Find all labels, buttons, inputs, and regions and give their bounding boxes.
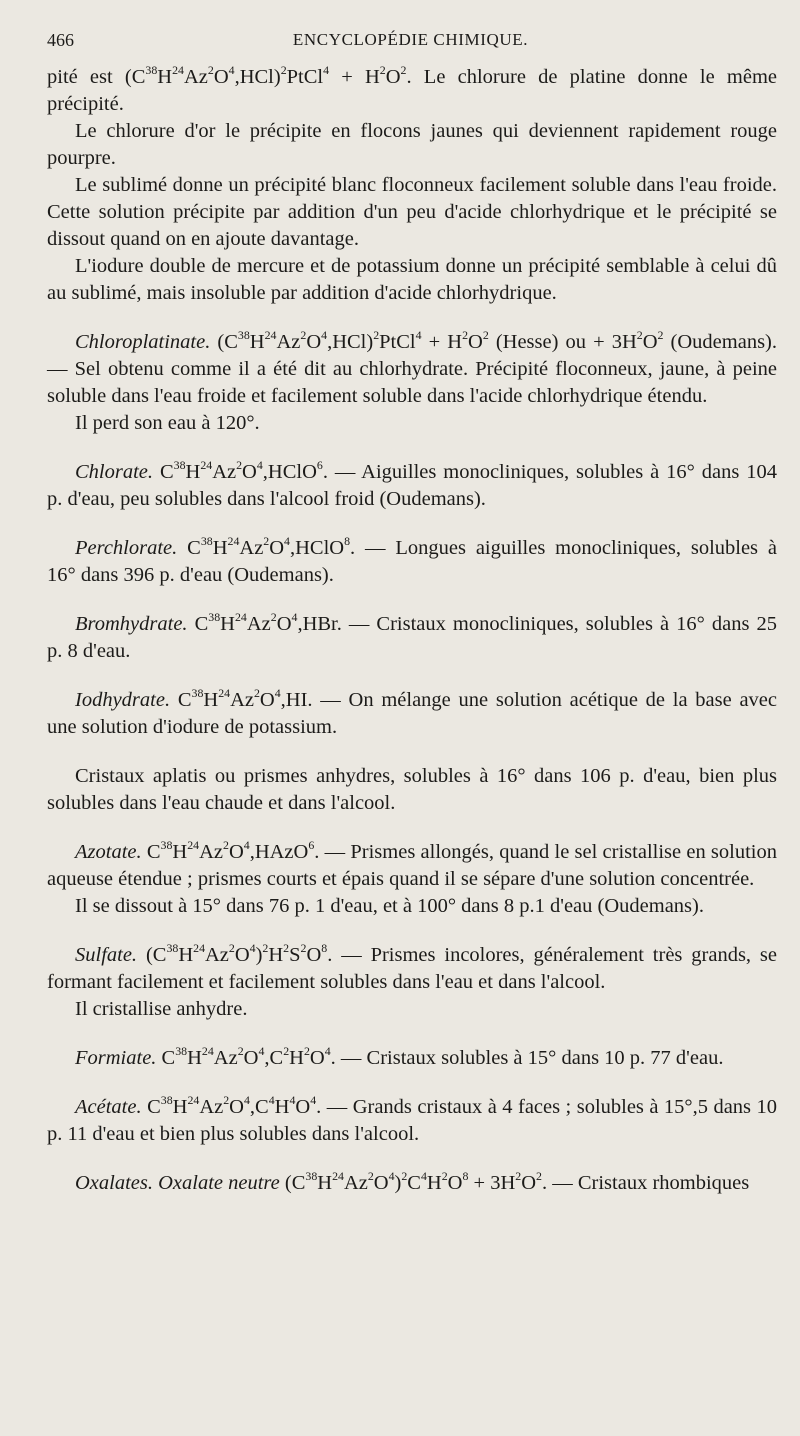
entry-text: $C^{38}H^{24}Az^2O^4,HBr$. — Cristaux monocliniques, solubles à 16° dans 25 p. 8 d'eau.: [47, 610, 778, 662]
entry-text: $C^{38}H^{24}Az^2O^4,HI$. — On mélange une solution acétique de la base avec une solution d'iodure de potassium.: [47, 686, 777, 738]
entry-chloroplatinate: [47, 329, 777, 410]
entry-label: Oxalates. Oxalate neutre: [75, 1172, 280, 1194]
entry-text: $C^{38}H^{24}Az^2O^4,C^2H^2O^4$. — Cristaux solubles à 15° dans 10 p. 77 d'eau.: [161, 1044, 724, 1069]
paragraph: [47, 118, 777, 172]
paragraph: [47, 172, 777, 253]
running-title: ENCYCLOPÉDIE CHIMIQUE.: [292, 30, 529, 49]
entry-label: Sulfate.: [75, 944, 138, 966]
body-text: [47, 64, 777, 1197]
entry-chlorate: [47, 459, 777, 513]
paragraph: [47, 763, 777, 817]
entry-text: $C^{38}H^{24}Az^2O^4,HClO^8$. — Longues aiguilles monocliniques, solubles à 16° dans 396 p. d'eau (Oudemans).: [47, 534, 777, 586]
entry-perchlorate: [47, 535, 777, 589]
entry-sulfate: [47, 942, 777, 996]
paragraph: [47, 996, 777, 1023]
entry-text: $(C^{38}H^{24}Az^2O^4,HCl)^2PtCl^4 + H^2O^2$ (Hesse) ou + $3H^2O^2$ (Oudemans). — Sel obtenu comme il a été dit au chlorhydrate. Précipité floconneux, jaune, à peine soluble dans l'eau froide et facilement soluble dans l'acide chlorhydrique étendu.: [47, 328, 777, 407]
paragraph-text: Il cristallise anhydre.: [75, 998, 248, 1020]
entry-azotate: [47, 839, 777, 893]
entry-label: Acétate.: [75, 1096, 142, 1118]
paragraph-text: Il se dissout à 15° dans 76 p. 1 d'eau, et à 100° dans 8 p.1 d'eau (Oudemans).: [75, 895, 704, 917]
entry-acetate: [47, 1094, 777, 1148]
entry-label: Perchlorate.: [75, 537, 178, 559]
paragraph-text: L'iodure double de mercure et de potassium donne un précipité semblable à celui dû au sublimé, mais insoluble par addition d'acide chlorhydrique.: [47, 255, 777, 304]
paragraph-text: pité est $(C^{38}H^{24}Az^2O^4,HCl)^2PtCl^4 + H^2O^2$. Le chlorure de platine donne le même précipité.: [47, 63, 777, 115]
entry-label: Chloroplatinate.: [75, 331, 211, 353]
paragraph-text: Le chlorure d'or le précipite en flocons jaunes qui deviennent rapidement rouge pourpre.: [47, 120, 777, 169]
paragraph: [47, 893, 777, 920]
entry-bromhydrate: [47, 611, 777, 665]
entry-label: Iodhydrate.: [75, 689, 171, 711]
paragraph-text: Le sublimé donne un précipité blanc floconneux facilement soluble dans l'eau froide. Cette solution précipite par addition d'un peu d'acide chlorhydrique et le précipité se dissout quand on en ajoute davantage.: [47, 174, 777, 250]
entry-oxalates: [47, 1170, 777, 1197]
paragraph-text: Cristaux aplatis ou prismes anhydres, solubles à 16° dans 106 p. d'eau, bien plus solubles dans l'eau chaude et dans l'alcool.: [47, 765, 777, 814]
entry-label: Formiate.: [75, 1047, 157, 1069]
page-header: [47, 24, 774, 52]
entry-text: $(C^{38}H^{24}Az^2O^4)^2C^4H^2O^8 + 3H^2O^2$. — Cristaux rhombiques: [284, 1169, 750, 1194]
entry-label: Azotate.: [75, 841, 142, 863]
paragraph: [47, 253, 777, 307]
entry-text: $C^{38}H^{24}Az^2O^4,HAzO^6$. — Prismes allongés, quand le sel cristallise en solution aqueuse étendue ; prismes courts et épais quand il se sépare d'une solution concentrée.: [47, 838, 777, 890]
entry-formiate: [47, 1045, 777, 1072]
entry-text: $C^{38}H^{24}Az^2O^4,C^4H^4O^4$. — Grands cristaux à 4 faces ; solubles à 15°,5 dans 10 p. 11 d'eau et bien plus solubles dans l'alcool.: [47, 1093, 777, 1145]
paragraph: [47, 410, 777, 437]
entry-iodhydrate: [47, 687, 777, 741]
entry-text: $(C^{38}H^{24}Az^2O^4)^2H^2S^2O^8$. — Prismes incolores, généralement très grands, se formant facilement et facilement solubles dans l'eau et dans l'alcool.: [47, 941, 777, 993]
entry-text: $C^{38}H^{24}Az^2O^4,HClO^6$. — Aiguilles monocliniques, solubles à 16° dans 104 p. d'eau, peu solubles dans l'alcool froid (Oudemans).: [47, 458, 778, 510]
entry-label: Bromhydrate.: [75, 613, 188, 635]
entry-label: Chlorate.: [75, 461, 154, 483]
paragraph: [47, 64, 777, 118]
paragraph-text: Il perd son eau à 120°.: [75, 412, 260, 434]
page-number: 466: [47, 30, 74, 50]
